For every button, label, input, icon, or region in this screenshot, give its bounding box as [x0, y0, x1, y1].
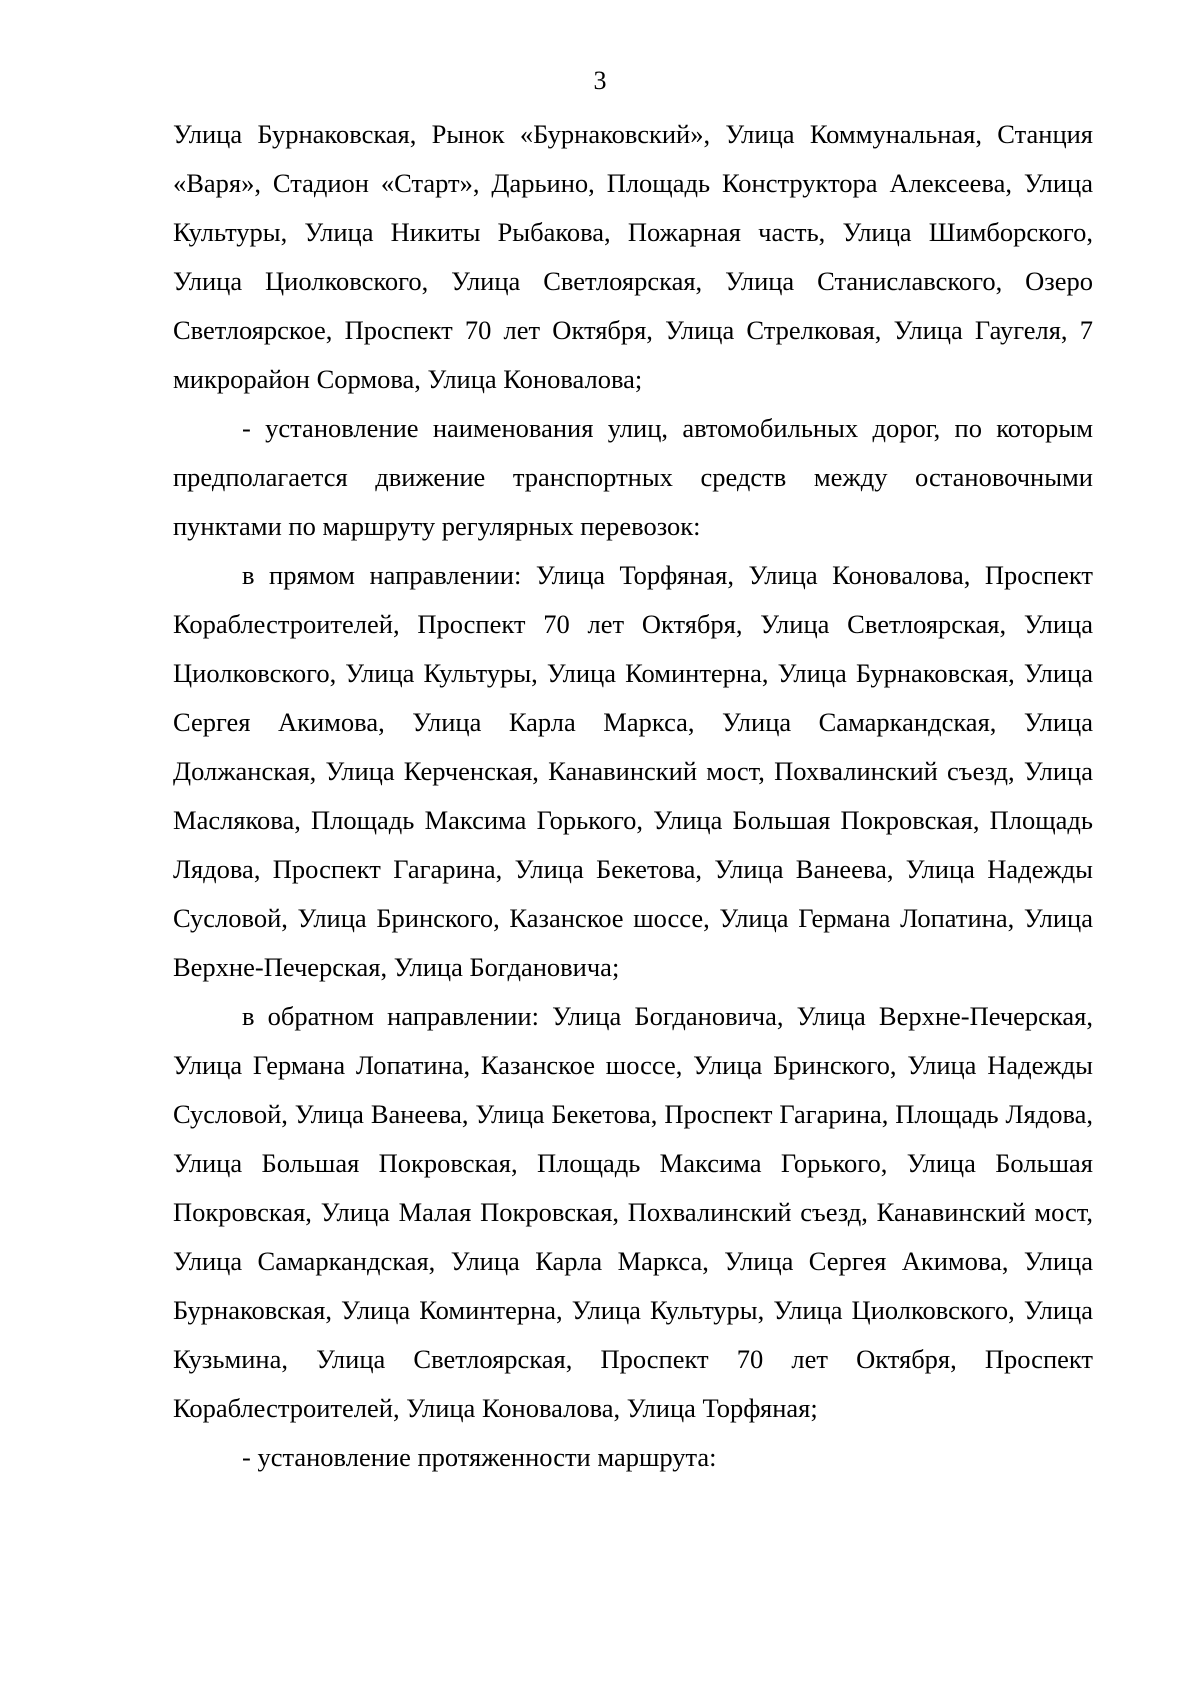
document-body — [173, 110, 1093, 1482]
page-number: 3 — [593, 66, 607, 95]
paragraph-street-names-intro: - установление наименования улиц, автомобильных дорог, по которым предполагается движение транспортных средств между остановочными пунктами по маршруту регулярных перевозок: — [173, 413, 1093, 541]
paragraph-route-length: - установление протяженности маршрута: — [242, 1442, 717, 1472]
paragraph-forward-direction: в прямом направлении: Улица Торфяная, Улица Коновалова, Проспект Кораблестроителей, Проспект 70 лет Октября, Улица Светлоярская, Улица Циолковского, Улица Культуры, Улица Коминтерна, Улица Бурнаковская, Улица Сергея Акимова, Улица Карла Маркса, Улица Самаркандская, Улица Должанская, Улица Керченская, Канавинский мост, Похвалинский съезд, Улица Маслякова, Площадь Максима Горького, Улица Большая Покровская, Площадь Лядова, Проспект Гагарина, Улица Бекетова, Улица Ванеева, Улица Надежды Сусловой, Улица Бринского, Казанское шоссе, Улица Германа Лопатина, Улица Верхне-Печерская, Улица Богдановича; — [173, 560, 1093, 982]
paragraph-stops-continuation: Улица Бурнаковская, Рынок «Бурнаковский», Улица Коммунальная, Станция «Варя», Стадион «Старт», Дарьино, Площадь Конструктора Алексеева, Улица Культуры, Улица Никиты Рыбакова, Пожарная часть, Улица Шимборского, Улица Циолковского, Улица Светлоярская, Улица Станиславского, Озеро Светлоярское, Проспект 70 лет Октября, Улица Стрелковая, Улица Гаугеля, 7 микрорайон Сормова, Улица Коновалова; — [173, 119, 1093, 394]
paragraph-reverse-direction: в обратном направлении: Улица Богдановича, Улица Верхне-Печерская, Улица Германа Лопатина, Казанское шоссе, Улица Бринского, Улица Надежды Сусловой, Улица Ванеева, Улица Бекетова, Проспект Гагарина, Площадь Лядова, Улица Большая Покровская, Площадь Максима Горького, Улица Большая Покровская, Улица Малая Покровская, Похвалинский съезд, Канавинский мост, Улица Самаркандская, Улица Карла Маркса, Улица Сергея Акимова, Улица Бурнаковская, Улица Коминтерна, Улица Культуры, Улица Циолковского, Улица Кузьмина, Улица Светлоярская, Проспект 70 лет Октября, Проспект Кораблестроителей, Улица Коновалова, Улица Торфяная; — [173, 1001, 1093, 1423]
